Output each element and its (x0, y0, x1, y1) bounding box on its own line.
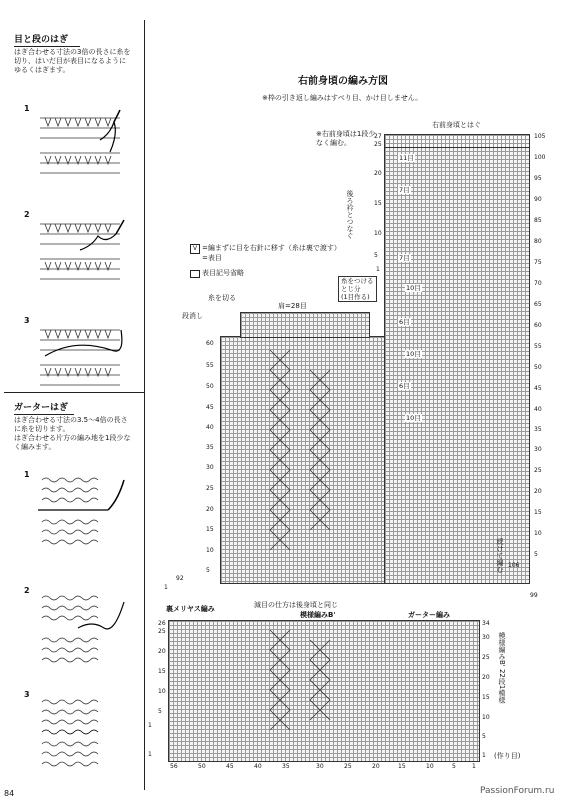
legend-blank-symbol (190, 270, 200, 278)
legend-slip-text: =編まずに目を右針に移す（糸は裏で渡す） (202, 244, 341, 252)
row-num-r-100: 100 (534, 154, 546, 161)
label-ushiromigoro: 後ろ衿とつなぐ (346, 190, 354, 239)
col-num-56: 56 (170, 763, 178, 770)
left-panel (4, 20, 144, 788)
col-num-1: 1 (472, 763, 476, 770)
section2-title: ガーターはぎ (14, 403, 69, 413)
chart-title: 右前身頃の編み方図 (298, 76, 388, 87)
row-num-l-15: 15 (206, 526, 214, 533)
row-num-r-10: 10 (534, 530, 542, 537)
row-num-r-65: 65 (534, 301, 542, 308)
legend-omit-text: 表目記号省略 (202, 269, 244, 277)
row-num-l-50: 50 (206, 383, 214, 390)
low-row-num-r-10: 10 (482, 714, 490, 721)
label-ura-meriyasu: 裏メリヤス編み (166, 605, 215, 613)
marker-106: 106 (508, 562, 520, 569)
lower-cable-pattern-overlay (230, 624, 380, 754)
neck-num-10: 10 (374, 230, 382, 237)
low-row-num-l-15: 15 (158, 668, 166, 675)
section1-title: 目と段のはぎ (14, 35, 69, 45)
row-num-l-25: 25 (206, 485, 214, 492)
low-row-num-r-15: 15 (482, 694, 490, 701)
section1-desc: はぎ合わせる寸法の3倍の長さに糸を切り、はいだ目が表目になるように ゆるくはぎます。 (14, 48, 131, 74)
low-row-num-l-20: 20 (158, 648, 166, 655)
watermark: PassionForum.ru (480, 786, 555, 796)
section-divider (4, 392, 144, 393)
section2-desc2: はぎ合わせる片方の編み地を1段少なく編みます。 (14, 434, 131, 451)
row-num-l-55: 55 (206, 362, 214, 369)
row-num-r-80: 80 (534, 238, 542, 245)
label-kata: 肩=28目 (278, 302, 307, 310)
label-moyou-b: 模様編みB' (300, 611, 336, 619)
upper-chart-shoulder-grid (240, 312, 370, 338)
neck-num-27: 27 (374, 133, 382, 140)
row-num-r-30: 30 (534, 446, 542, 453)
col-num-10: 10 (426, 763, 434, 770)
col-num-45: 45 (226, 763, 234, 770)
col-num-35: 35 (282, 763, 290, 770)
chart-note: ※枠の引き返し編みはすべり目、かけ目しません。 (262, 94, 423, 102)
row-num-l-40: 40 (206, 424, 214, 431)
legend-slip-symbol: V (190, 244, 200, 254)
row-num-r-55: 55 (534, 343, 542, 350)
row-num-r-5: 5 (534, 551, 538, 558)
label-itowokiru: 糸を切る (208, 294, 236, 302)
upper-chart-top-strip (384, 134, 530, 148)
short-row-label-6: 10目 (406, 350, 421, 358)
col-num-50: 50 (198, 763, 206, 770)
label-itowotsukeru-text: 糸をつける (341, 277, 374, 285)
row-num-l-5: 5 (206, 567, 210, 574)
low-row-num-r-30: 30 (482, 634, 490, 641)
neck-num-25: 25 (374, 141, 382, 148)
garter-graft-illustration-3 (38, 694, 134, 780)
row-num-l-20: 20 (206, 506, 214, 513)
upper-chart-neck-grid (384, 146, 530, 584)
col-num-30: 30 (316, 763, 324, 770)
row-num-r-25: 25 (534, 467, 542, 474)
col-num-40: 40 (254, 763, 262, 770)
col-num-15: 15 (398, 763, 406, 770)
col-num-5: 5 (452, 763, 456, 770)
section1-step3-label: 3 (24, 316, 30, 325)
low-row-num-r-20: 20 (482, 674, 490, 681)
marker-92: 92 (176, 575, 184, 582)
legend-knit-text: =表目 (202, 254, 222, 262)
row-num-l-35: 35 (206, 444, 214, 451)
row-num-r-95: 95 (534, 175, 542, 182)
neck-num-1: 1 (376, 266, 380, 273)
low-row-num-l-10: 10 (158, 688, 166, 695)
row-num-l-30: 30 (206, 464, 214, 471)
col-num-20: 20 (372, 763, 380, 770)
page-number: 84 (4, 789, 15, 798)
low-row-num-l-1b: 1 (148, 751, 152, 758)
knit-graft-illustration-1 (40, 108, 130, 188)
section1-title-rule (14, 46, 80, 47)
row-num-r-45: 45 (534, 385, 542, 392)
row-num-r-40: 40 (534, 406, 542, 413)
row-num-r-50: 50 (534, 364, 542, 371)
label-1meme-text: (1目作る) (341, 293, 370, 301)
row-num-r-15: 15 (534, 509, 542, 516)
label-top-right: 右前身頃とはぐ (432, 121, 481, 129)
neck-num-15: 15 (374, 200, 382, 207)
label-dankeshi: 段消し (182, 312, 203, 320)
row-num-r-35: 35 (534, 426, 542, 433)
garter-graft-illustration-2 (38, 590, 134, 676)
label-tsukurime: (作り目) (494, 752, 521, 760)
left-panel-border (144, 20, 145, 790)
row-num-r-105: 105 (534, 133, 546, 140)
low-row-num-l-1a: 1 (148, 722, 152, 729)
low-row-num-l-26: 26 (158, 620, 166, 627)
col-num-25: 25 (344, 763, 352, 770)
label-tojibun-text: とじ分 (341, 285, 361, 293)
low-row-num-l-25: 25 (158, 628, 166, 635)
row-num-r-90: 90 (534, 196, 542, 203)
short-row-label-3: 7目 (399, 254, 410, 262)
neck-num-20: 20 (374, 170, 382, 177)
section2-step1-label: 1 (24, 470, 30, 479)
short-row-label-1: 11目 (399, 154, 414, 162)
marker-99: 99 (530, 592, 538, 599)
section1-step2-label: 2 (24, 210, 30, 219)
label-tsuzuketeamu: 続けて編む (496, 538, 504, 573)
section2-title-rule (14, 414, 74, 415)
section1-step1-label: 1 (24, 104, 30, 113)
chart-note2: ※右前身頃は1段少なく編む。 (316, 130, 376, 147)
row-num-r-75: 75 (534, 259, 542, 266)
row-num-l-60: 60 (206, 340, 214, 347)
row-num-r-20: 20 (534, 488, 542, 495)
row-num-r-85: 85 (534, 217, 542, 224)
section2-step2-label: 2 (24, 586, 30, 595)
label-garter: ガーター編み (408, 611, 450, 619)
label-moyou-side: 模様編みB' 22段1模様 (498, 632, 506, 704)
garter-graft-illustration-1 (38, 472, 134, 558)
row-num-r-60: 60 (534, 322, 542, 329)
row-num-l-10: 10 (206, 547, 214, 554)
short-row-label-2: 7目 (399, 186, 410, 194)
low-row-num-r-34: 34 (482, 620, 490, 627)
section2-desc1: はぎ合わせる寸法の3.5〜4倍の長さに糸を切ります。 (14, 416, 128, 433)
low-row-num-r-5: 5 (482, 733, 486, 740)
row-num-r-70: 70 (534, 280, 542, 287)
knit-graft-illustration-3 (40, 320, 130, 400)
neck-num-5: 5 (374, 252, 378, 259)
short-row-label-4: 10目 (406, 284, 421, 292)
short-row-label-8: 10目 (406, 414, 421, 422)
short-row-label-5: 6目 (399, 318, 410, 326)
low-row-num-l-5: 5 (158, 708, 162, 715)
label-itowotsukeru (338, 276, 377, 302)
low-row-num-r-25: 25 (482, 654, 490, 661)
row-num-l-45: 45 (206, 404, 214, 411)
section2-step3-label: 3 (24, 690, 30, 699)
knit-graft-illustration-2 (40, 214, 130, 294)
cable-pattern-overlay (250, 340, 360, 580)
label-genmoku: 減目の仕方は後身頃と同じ (254, 601, 338, 609)
marker-1-upper: 1 (164, 584, 168, 591)
short-row-label-7: 6目 (399, 382, 410, 390)
low-row-num-r-1: 1 (482, 752, 486, 759)
